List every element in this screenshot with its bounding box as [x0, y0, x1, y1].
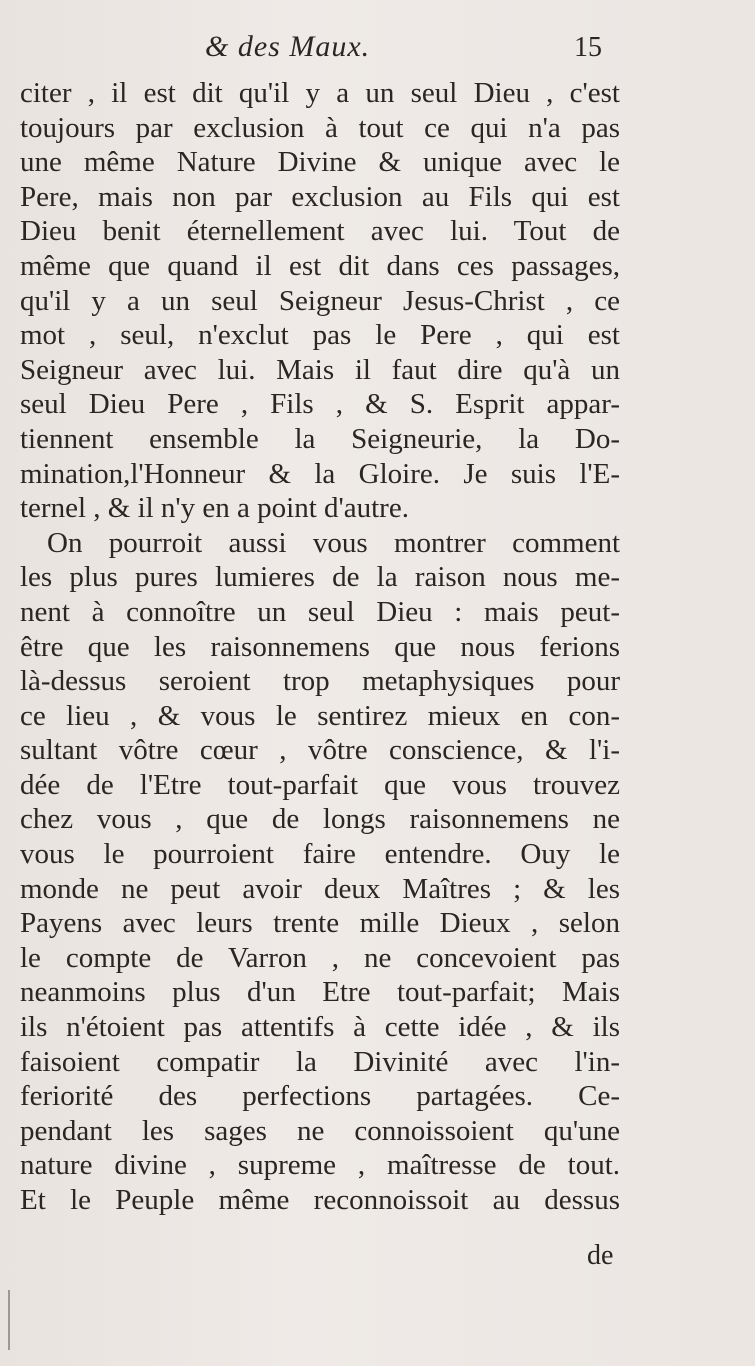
text-line: tiennent ensemble la Seigneurie, la Do-: [20, 422, 620, 455]
text-line: chez vous , que de longs raisonnemens ne: [20, 803, 620, 836]
text-line: Dieu benit éternellement avec lui. Tout de: [20, 215, 620, 248]
body-text: [20, 76, 620, 1218]
text-line: mination,l'Honneur & la Gloire. Je suis l'E-: [20, 457, 620, 490]
text-line: nent à connoître un seul Dieu : mais peut-: [20, 595, 620, 628]
text-line: le compte de Varron , ne concevoient pas: [20, 941, 620, 974]
page-edge-mark: [8, 1290, 10, 1350]
text-line: vous le pourroient faire entendre. Ouy le: [20, 838, 620, 871]
text-line: dée de l'Etre tout-parfait que vous trouvez: [20, 768, 620, 801]
text-line: une même Nature Divine & unique avec le: [20, 146, 620, 179]
text-line: feriorité des perfections partagées. Ce-: [20, 1080, 620, 1113]
page-number: 15: [574, 32, 602, 63]
catchword: de: [587, 1240, 614, 1271]
text-line: ce lieu , & vous le sentirez mieux en con-: [20, 699, 620, 732]
text-line: On pourroit aussi vous montrer comment: [47, 526, 620, 559]
text-line: Seigneur avec lui. Mais il faut dire qu'à un: [20, 353, 620, 386]
text-line: être que les raisonnemens que nous ferions: [20, 630, 620, 663]
text-line: Pere, mais non par exclusion au Fils qui est: [20, 180, 620, 213]
text-line: neanmoins plus d'un Etre tout-parfait; Mais: [20, 976, 620, 1009]
text-line: faisoient compatir la Divinité avec l'in-: [20, 1045, 620, 1078]
text-line: toujours par exclusion à tout ce qui n'a pas: [20, 111, 620, 144]
text-line: ils n'étoient pas attentifs à cette idée , & ils: [20, 1011, 620, 1044]
text-line: pendant les sages ne connoissoient qu'une: [20, 1114, 620, 1147]
text-line: Payens avec leurs trente mille Dieux , selon: [20, 907, 620, 940]
text-line: les plus pures lumieres de la raison nous me-: [20, 561, 620, 594]
page-header: [0, 30, 755, 70]
text-line: seul Dieu Pere , Fils , & S. Esprit appar-: [20, 388, 620, 421]
text-line: monde ne peut avoir deux Maîtres ; & les: [20, 872, 620, 905]
running-head: & des Maux.: [205, 30, 371, 63]
text-line: nature divine , supreme , maîtresse de tout.: [20, 1149, 620, 1182]
text-line: même que quand il est dit dans ces passages,: [20, 249, 620, 282]
text-line: là-dessus seroient trop metaphysiques pour: [20, 665, 620, 698]
text-line: Et le Peuple même reconnoissoit au dessus: [20, 1184, 620, 1216]
text-line: qu'il y a un seul Seigneur Jesus-Christ , ce: [20, 284, 620, 317]
text-line: sultant vôtre cœur , vôtre conscience, & l'i-: [20, 734, 620, 767]
text-line: mot , seul, n'exclut pas le Pere , qui est: [20, 319, 620, 352]
text-line: ternel , & il n'y en a point d'autre.: [20, 492, 409, 525]
text-line: citer , il est dit qu'il y a un seul Dieu , c'est: [20, 77, 620, 109]
